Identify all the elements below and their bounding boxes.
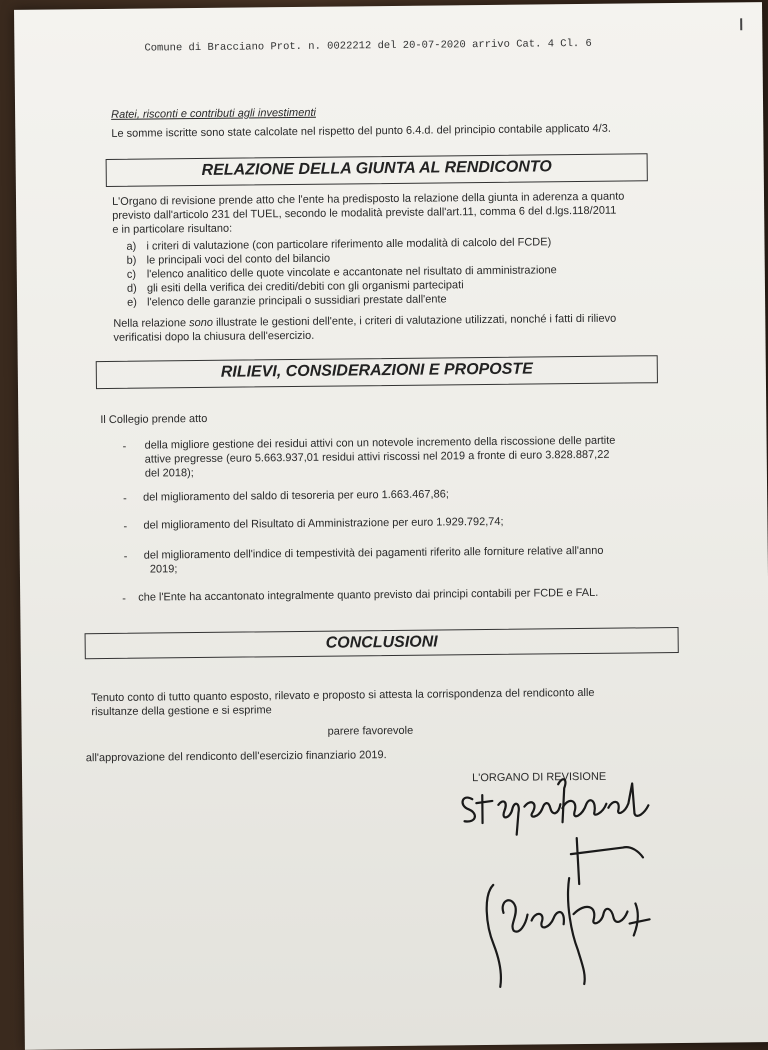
signature-stroke — [486, 885, 501, 987]
closing-part: Nella relazione — [113, 317, 190, 330]
conclusioni-text-2: risultanze della gestione e si esprime — [91, 704, 272, 719]
bullet-item — [143, 515, 503, 533]
bullet-line: del miglioramento del saldo di tesoreria per euro 1.663.467,86; — [143, 488, 449, 504]
list-text: i criteri di valutazione (con particolare riferimento alle modalità di calcolo del FCDE) — [146, 236, 552, 253]
signature-stroke — [629, 903, 649, 935]
relazione-heading-text: RELAZIONE DELLA GIUNTA AL RENDICONTO — [201, 158, 552, 179]
bullet-line: 2019; — [149, 563, 178, 576]
closing-emphasis: sono — [189, 316, 214, 330]
pen-mark — [740, 18, 742, 30]
list-text: le principali voci del conto del bilancio — [146, 252, 331, 267]
rilievi-heading-text: RILIEVI, CONSIDERAZIONI E PROPOSTE — [220, 360, 533, 381]
relazione-intro-2: previsto dall'articolo 231 del TUEL, secondo le modalità previste dall'art.11, comma 6 del d.lgs.118/2011 — [112, 204, 617, 222]
list-text: l'elenco analitico delle quote vincolate e accantonate nel risultato di amministrazione — [146, 264, 557, 281]
protocol-stamp: Comune di Bracciano Prot. n. 0022212 del 20-07-2020 arrivo Cat. 4 Cl. 6 — [144, 37, 592, 55]
signature-stroke — [608, 783, 648, 816]
list-item — [127, 279, 464, 295]
signature-stroke — [562, 800, 606, 816]
relazione-closing-1 — [113, 312, 616, 331]
conclusioni-heading — [85, 627, 679, 659]
bullet-line: della migliore gestione dei residui attivi con un notevole incremento della riscossione delle partite — [144, 434, 616, 452]
list-letter: d) — [126, 282, 137, 295]
relazione-closing-2: verificatisi dopo la chiusura dell'esercizio. — [113, 329, 315, 344]
signature-stroke — [498, 801, 519, 835]
signature-stroke — [571, 837, 643, 884]
relazione-heading — [106, 153, 648, 187]
bullet-item — [145, 434, 616, 481]
bullet-line: del 2018); — [144, 467, 194, 480]
rilievi-intro: Il Collegio prende atto — [100, 412, 208, 427]
signature-drawing — [452, 773, 684, 995]
signature-stroke — [573, 906, 627, 923]
bullet-item — [138, 586, 598, 605]
bullet-dash: - — [123, 520, 128, 533]
list-item — [127, 264, 557, 281]
bullet-line: attive pregresse (euro 5.663.937,01 residui attivi riscossi nel 2019 a fronte di euro 3.828.887,22 — [144, 448, 610, 466]
signature-stroke — [558, 779, 566, 822]
ratei-title: Ratei, risconti e contributi agli investimenti — [111, 106, 316, 121]
bullet-dash: - — [123, 492, 127, 505]
list-letter: c) — [126, 268, 137, 281]
bullet-item — [144, 544, 604, 577]
list-letter: b) — [126, 254, 137, 267]
signature-stroke — [524, 802, 560, 817]
list-item — [126, 236, 551, 252]
list-letter: e) — [127, 296, 137, 309]
bullet-line: che l'Ente ha accantonato integralmente quanto previsto dai principi contabili per FCDE e FAL. — [138, 586, 599, 604]
list-letter: a) — [126, 240, 137, 253]
closing-part: illustrate le gestioni dell'ente, i criteri di valutazione utilizzati, nonché i fatti di rilievo — [212, 312, 617, 329]
conclusioni-heading-text: CONCLUSIONI — [325, 633, 438, 652]
rilievi-heading — [96, 355, 658, 389]
bullet-dash: - — [122, 592, 126, 605]
bullet-item — [143, 487, 449, 504]
signature-label: L'ORGANO DI REVISIONE — [472, 770, 607, 785]
list-text: l'elenco delle garanzie principali o sussidiari prestate dall'ente — [147, 293, 447, 309]
bullet-dash: - — [123, 550, 128, 563]
relazione-intro-1: L'Organo di revisione prende atto che l'ente ha predisposto la relazione della giunta in aderenza a quanto — [111, 190, 625, 208]
bullet-line: del miglioramento del Risultato di Amministrazione per euro 1.929.792,74; — [143, 515, 504, 532]
conclusioni-text-1: Tenuto conto di tutto quanto esposto, rilevato e proposto si attesta la corrispondenza del rendiconto alle — [91, 686, 595, 705]
signature-stroke — [476, 795, 492, 823]
signature-stroke — [568, 878, 585, 984]
signature-stroke — [531, 912, 563, 928]
list-item — [127, 253, 331, 267]
document-page — [14, 2, 768, 1050]
approval-text: all'approvazione del rendiconto dell'esercizio finanziario 2019. — [85, 749, 387, 765]
ratei-text: Le somme iscritte sono state calcolate nel rispetto del punto 6.4.d. del principio contabile applicato 4/3. — [111, 122, 611, 140]
bullet-line: del miglioramento dell'indice di tempestività dei pagamenti riferito alle forniture relative all'anno — [143, 544, 604, 562]
parere-text: parere favorevole — [327, 724, 414, 738]
list-text: gli esiti della verifica dei crediti/debiti con gli organismi partecipati — [146, 279, 464, 295]
bullet-dash: - — [122, 440, 127, 453]
signature-stroke — [463, 797, 475, 821]
list-item — [127, 293, 447, 308]
relazione-intro-3: e in particolare risultano: — [112, 222, 233, 236]
signature-stroke — [503, 900, 528, 932]
